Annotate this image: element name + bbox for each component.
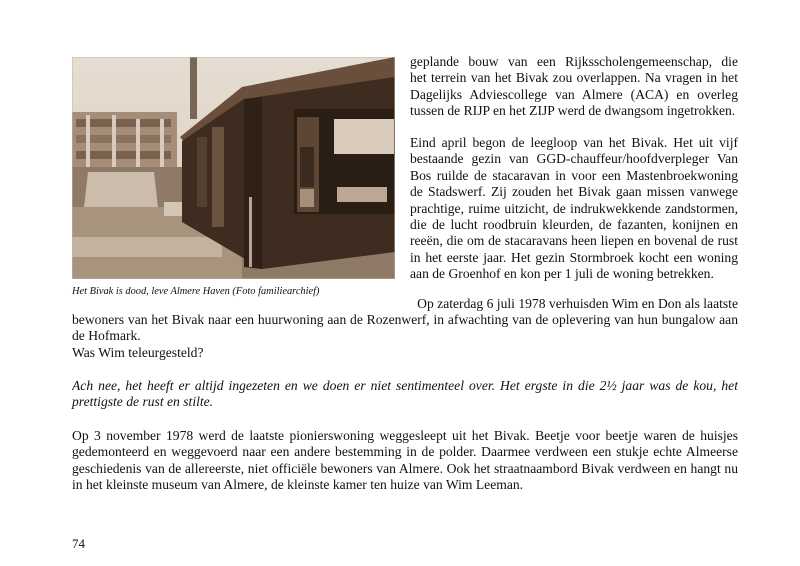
paragraph-line: Eind april begon de leegloop van het Bivak. Het uit vijf	[410, 135, 738, 150]
paragraph-line: de Hofmark.	[72, 328, 141, 344]
paragraph-line: Was Wim teleurgesteld?	[72, 344, 204, 360]
paragraph-line: tussen de RIJP en het ZIJP werd de dwangsom ingetrokken.	[410, 103, 736, 119]
photo-caption: Het Bivak is dood, leve Almere Haven (Foto familiearchief)	[72, 286, 320, 297]
quote-line: prettigste de rust en stilte.	[72, 394, 214, 410]
paragraph-line: bewoners van het Bivak naar een huurwoning aan de Rozenwerf, in afwachting van de oplevering van hun bungalow aan	[72, 312, 738, 327]
paragraph-line: in het eerste jaar. Het gezin Stormbroek kocht een woning	[410, 249, 738, 265]
paragraph-line: bestaande gezin van GGD-chauffeur/hoofdverpleger Van	[410, 151, 738, 167]
paragraph-line: Op zaterdag 6 juli 1978 verhuisden Wim en Don als laatste	[417, 296, 738, 311]
paragraph-line: de Stadswerf. Zij zouden het Bivak gaan missen vanwege	[410, 184, 738, 200]
page-number: 74	[72, 536, 85, 551]
bivak-photo	[72, 57, 395, 279]
paragraph-line: gedemonteerd en weggevoerd naar een andere bestemming in de polder. Daarmee verdween een stukje echte Almeerse	[72, 444, 738, 460]
paragraph-line: Bos ruilde de stacaravan in voor een Mastenbroekwoning	[410, 167, 738, 183]
paragraph-line: reeën, die om de stacaravans heen liepen en bovenal de rust	[410, 233, 738, 249]
concrete-wall	[84, 172, 158, 207]
paragraph-line: die de lucht roodbruin kleurden, de fazanten, konijnen en	[410, 217, 738, 232]
paragraph-line: prachtige, ruime uitzicht, de indrukwekkende zandstormen,	[410, 200, 738, 216]
paragraph-line: geplande bouw van een Rijksscholengemeenschap, die	[410, 54, 738, 69]
quote-line: Ach nee, het heeft er altijd ingezeten en we doen er niet sentimenteel over. Het ergste in die 2½ jaar was de kou, het	[72, 378, 738, 393]
paragraph-line: in het kleinste museum van Almere, de kleinste kamer ten huize van Wim Leeman.	[72, 477, 524, 493]
paragraph-line: Op 3 november 1978 werd de laatste pionierswoning weggesleept uit het Bivak. Beetje voor beetje waren de huisjes	[72, 428, 738, 443]
paragraph-line: aan de Groenhof en kon per 1 juli de woning betrekken.	[410, 266, 714, 282]
apartment-building	[72, 112, 177, 167]
paragraph-line: geschiedenis van de allereerste, niet officiële bewoners van Almere. Ook het straatnaambord Bivak verdween en hangt nu	[72, 460, 738, 476]
paragraph-line: Dagelijks Adviescollege van Almere (ACA) en overleg	[410, 86, 738, 102]
paragraph-line: het terrein van het Bivak zou overlappen. Na vragen in het	[410, 70, 738, 86]
crane	[190, 57, 197, 119]
